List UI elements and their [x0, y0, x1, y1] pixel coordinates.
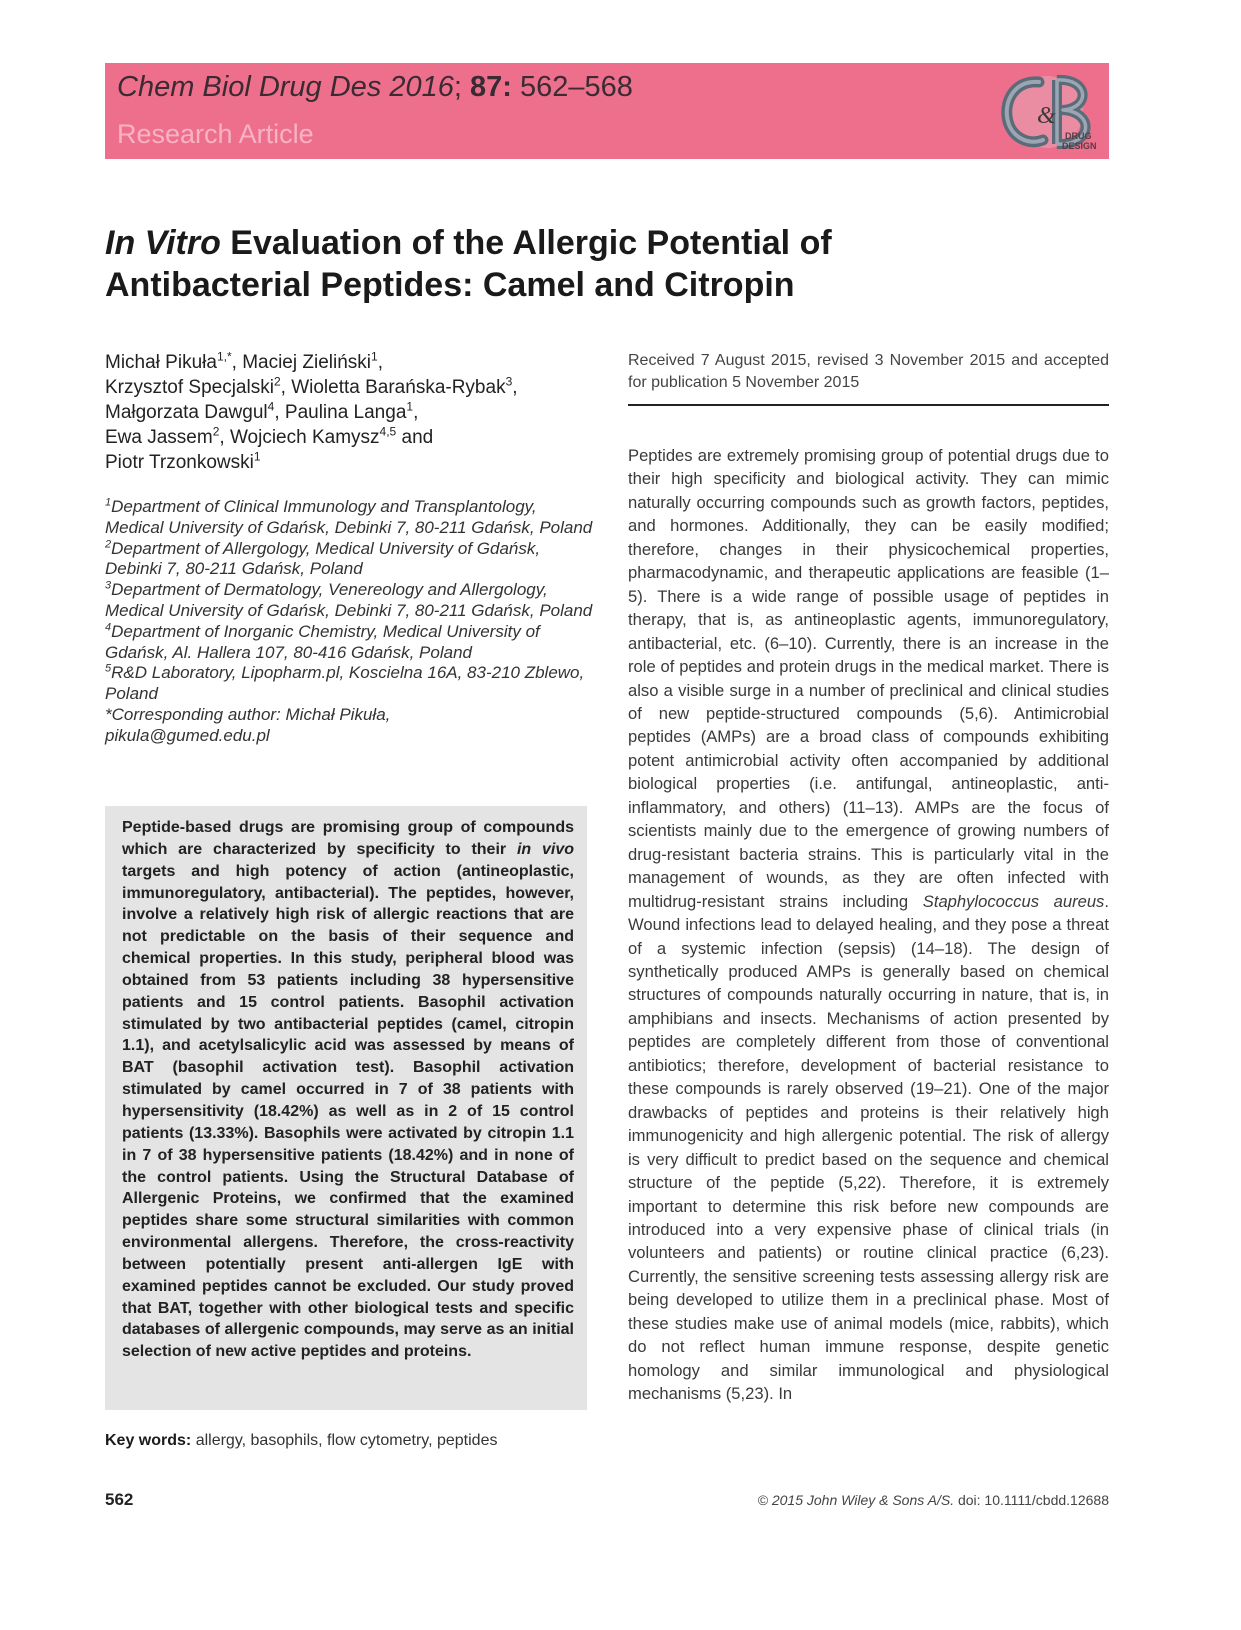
- author-name: Krzysztof Specjalski: [105, 377, 274, 398]
- keywords-label: Key words:: [105, 1432, 192, 1449]
- author-affiliation-marker: 1: [371, 349, 378, 364]
- keywords: [105, 1432, 605, 1450]
- logo-text-drug: DRUG: [1065, 131, 1092, 141]
- author-separator: ,: [377, 352, 383, 373]
- title-line2: Antibacterial Peptides: Camel and Citropin: [105, 266, 795, 304]
- affiliation-text: Department of Allergology, Medical University of Gdańsk, Debinki 7, 80-211 Gdańsk, Poland: [105, 538, 541, 579]
- corresponding-email[interactable]: pikula@gumed.edu.pl: [105, 725, 270, 745]
- copyright-line: [758, 1492, 1109, 1508]
- affiliation-text: Department of Inorganic Chemistry, Medical University of Gdańsk, Al. Hallera 107, 80-416 Gdańsk, Poland: [105, 621, 540, 662]
- article-title: [105, 222, 1005, 306]
- author-separator: ,: [280, 377, 292, 398]
- doi-text[interactable]: doi: 10.1111/cbdd.12688: [954, 1492, 1109, 1508]
- journal-pages: 562–568: [511, 71, 633, 103]
- author-name: Paulina Langa: [284, 402, 407, 423]
- body-italic-species: Staphylococcus aureus: [922, 891, 1105, 911]
- received-dates: Received 7 August 2015, revised 3 November 2015 and accepted for publication 5 November 2015: [628, 352, 1109, 391]
- article-type: Research Article: [117, 119, 314, 149]
- body-text: [628, 444, 1109, 1406]
- affiliation-item: [105, 622, 595, 664]
- author-affiliation-marker: 2: [212, 424, 220, 439]
- abstract-text-part1: Peptide-based drugs are promising group of compounds which are characterized by specificity to their: [122, 819, 574, 858]
- corresponding-author: *Corresponding author: Michał Pikuła,: [105, 704, 391, 724]
- affiliation-item: [105, 497, 595, 539]
- journal-banner: [105, 63, 1109, 159]
- author-affiliation-marker: 4: [267, 399, 275, 414]
- title-italic: In Vitro: [105, 224, 221, 262]
- affiliation-marker: 3: [105, 579, 112, 592]
- author-separator: ,: [231, 352, 243, 373]
- author-name: Maciej Zieliński: [242, 352, 371, 373]
- page-number: 562: [105, 1490, 134, 1509]
- logo-text-design: DESIGN: [1062, 141, 1097, 151]
- author-name: Małgorzata Dawgul: [105, 402, 268, 423]
- affiliation-text: R&D Laboratory, Lipopharm.pl, Koscielna 16A, 83-210 Zblewo, Poland: [105, 663, 585, 704]
- affiliation-item: [105, 580, 595, 622]
- author-affiliation-marker: 1: [406, 399, 414, 414]
- logo-ampersand: &: [1037, 103, 1056, 129]
- affiliation-text: Department of Dermatology, Venereology and Allergology, Medical University of Gdańsk, Debinki 7, 80-211 Gdańsk, Poland: [105, 580, 593, 620]
- author-affiliation-marker: 1,*: [216, 349, 232, 364]
- author-name: Wojciech Kamysz: [229, 427, 380, 448]
- body-text-part1: Peptides are extremely promising group of potential drugs due to their high specificity and biological activity. They can mimic naturally occurring compounds such as growth factors, peptides, and hormones. Additionally, they can be easily modified; therefore, changes in their physicochemical properties, pharmacodynamic, and therapeutic applications are feasible (1–5). There is a wide range of possible usage of peptides in therapy, that is, as antineoplastic agents, immunoregulatory, antibacterial, etc. (6–10). Currently, there is an increase in the role of peptides and protein drugs in the medical market. There is also a visible surge in a number of preclinical and clinical studies of new peptide-structured compounds (5,6). Antimicrobial peptides (AMPs) are a broad class of compounds exhibiting potent antimicrobial activity often accompanied by additional biological properties (i.e. antifungal, antineoplastic, anti-inflammatory, and others) (11–13). AMPs are the focus of scientists mainly due to the emergence of growing numbers of drug-resistant bacteria strains. This is particularly vital in the management of wounds, as they are often infected with multidrug-resistant strains including: [628, 446, 1109, 911]
- title-line1-rest: Evaluation of the Allergic Potential of: [220, 224, 832, 262]
- affiliation-marker: 4: [105, 621, 112, 634]
- author-affiliation-marker: 4,5: [379, 424, 397, 439]
- volume-separator: ;: [453, 71, 471, 103]
- abstract-box: [105, 806, 587, 1410]
- author-name: Michał Pikuła: [105, 352, 217, 373]
- affiliation-marker: 5: [105, 662, 112, 675]
- affiliation-marker: 2: [105, 537, 112, 550]
- author-name: Ewa Jassem: [105, 427, 213, 448]
- cb-drug-design-logo-icon: [997, 70, 1099, 154]
- author-name: Wioletta Barańska-Rybak: [291, 377, 506, 398]
- affiliation-item: [105, 663, 595, 705]
- author-affiliation-marker: 2: [273, 374, 281, 389]
- author-separator: ,: [219, 427, 230, 448]
- journal-citation: [117, 71, 633, 104]
- abstract-italic: in vivo: [516, 840, 575, 858]
- affiliation-item: [105, 539, 595, 581]
- author-separator: and: [396, 427, 434, 448]
- author-separator: ,: [413, 402, 419, 423]
- author-list: [105, 350, 605, 475]
- body-text-part2: . Wound infections lead to delayed healing, and they pose a threat of a systemic infection (sepsis) (14–18). The design of synthetically produced AMPs is generally based on chemical structures of compounds naturally occurring in nature, that is, in amphibians and insects. Mechanisms of action presented by peptides are completely different from those of conventional antibiotics; therefore, development of bacterial resistance to these compounds is rarely observed (19–21). One of the major drawbacks of peptides and proteins is their relatively high immunogenicity and high allergenic potential. The risk of allergy is very difficult to predict based on the sequence and chemical structure of the peptide (5,22). Therefore, it is extremely important to determine this risk before new compounds are introduced into a very expensive phase of clinical trials (in volunteers and patients) or routine clinical practice (6,23). Currently, the sensitive screening tests assessing allergy risk are being developed to utilize them in a preclinical phase. Most of these studies make use of animal models (mice, rabbits), which do not reflect human immune response, despite genetic homology and similar immunological and physiological mechanisms (5,23). In: [628, 891, 1109, 1404]
- author-affiliation-marker: 1: [253, 449, 261, 464]
- affiliation-text: Department of Clinical Immunology and Transplantology, Medical University of Gdańsk, Debinki 7, 80-211 Gdańsk, Poland: [105, 497, 593, 537]
- author-name: Piotr Trzonkowski: [105, 452, 254, 473]
- copyright-text: © 2015 John Wiley & Sons A/S.: [757, 1492, 955, 1508]
- abstract-text-part2: targets and high potency of action (antineoplastic, immunoregulatory, antibacterial). The peptides, however, involve a relatively high risk of allergic reactions that are not predictable on the basis of their sequence and chemical properties. In this study, peripheral blood was obtained from 53 patients including 38 hypersensitive patients and 15 control patients. Basophil activation stimulated by two antibacterial peptides (camel, citropin 1.1), and acetylsalicylic acid was assessed by means of BAT (basophil activation test). Basophil activation stimulated by camel occurred in 7 of 38 patients with hypersensitivity (18.42%) as well as in 2 of 15 control patients (13.33%). Basophils were activated by citropin 1.1 in 7 of 38 hypersensitive patients (18.42%) and in none of the control patients. Using the Structural Database of Allergenic Proteins, we confirmed that the examined peptides share some structural similarities with common environmental allergens. Therefore, the cross-reactivity between potentially present anti-allergen IgE with examined peptides cannot be excluded. Our study proved that BAT, together with other biological tests and specific databases of allergenic compounds, may serve as an initial selection of new active peptides and proteins.: [122, 862, 574, 1361]
- affiliation-marker: 1: [105, 496, 112, 509]
- author-separator: ,: [512, 377, 518, 398]
- journal-name: Chem Biol Drug Des 2016: [117, 71, 454, 103]
- author-separator: ,: [274, 402, 285, 423]
- author-affiliation-marker: 3: [505, 374, 513, 389]
- keywords-text: allergy, basophils, flow cytometry, peptides: [191, 1432, 498, 1449]
- journal-volume: 87:: [470, 71, 512, 103]
- divider-rule: [628, 404, 1109, 406]
- affiliation-list: [105, 497, 595, 747]
